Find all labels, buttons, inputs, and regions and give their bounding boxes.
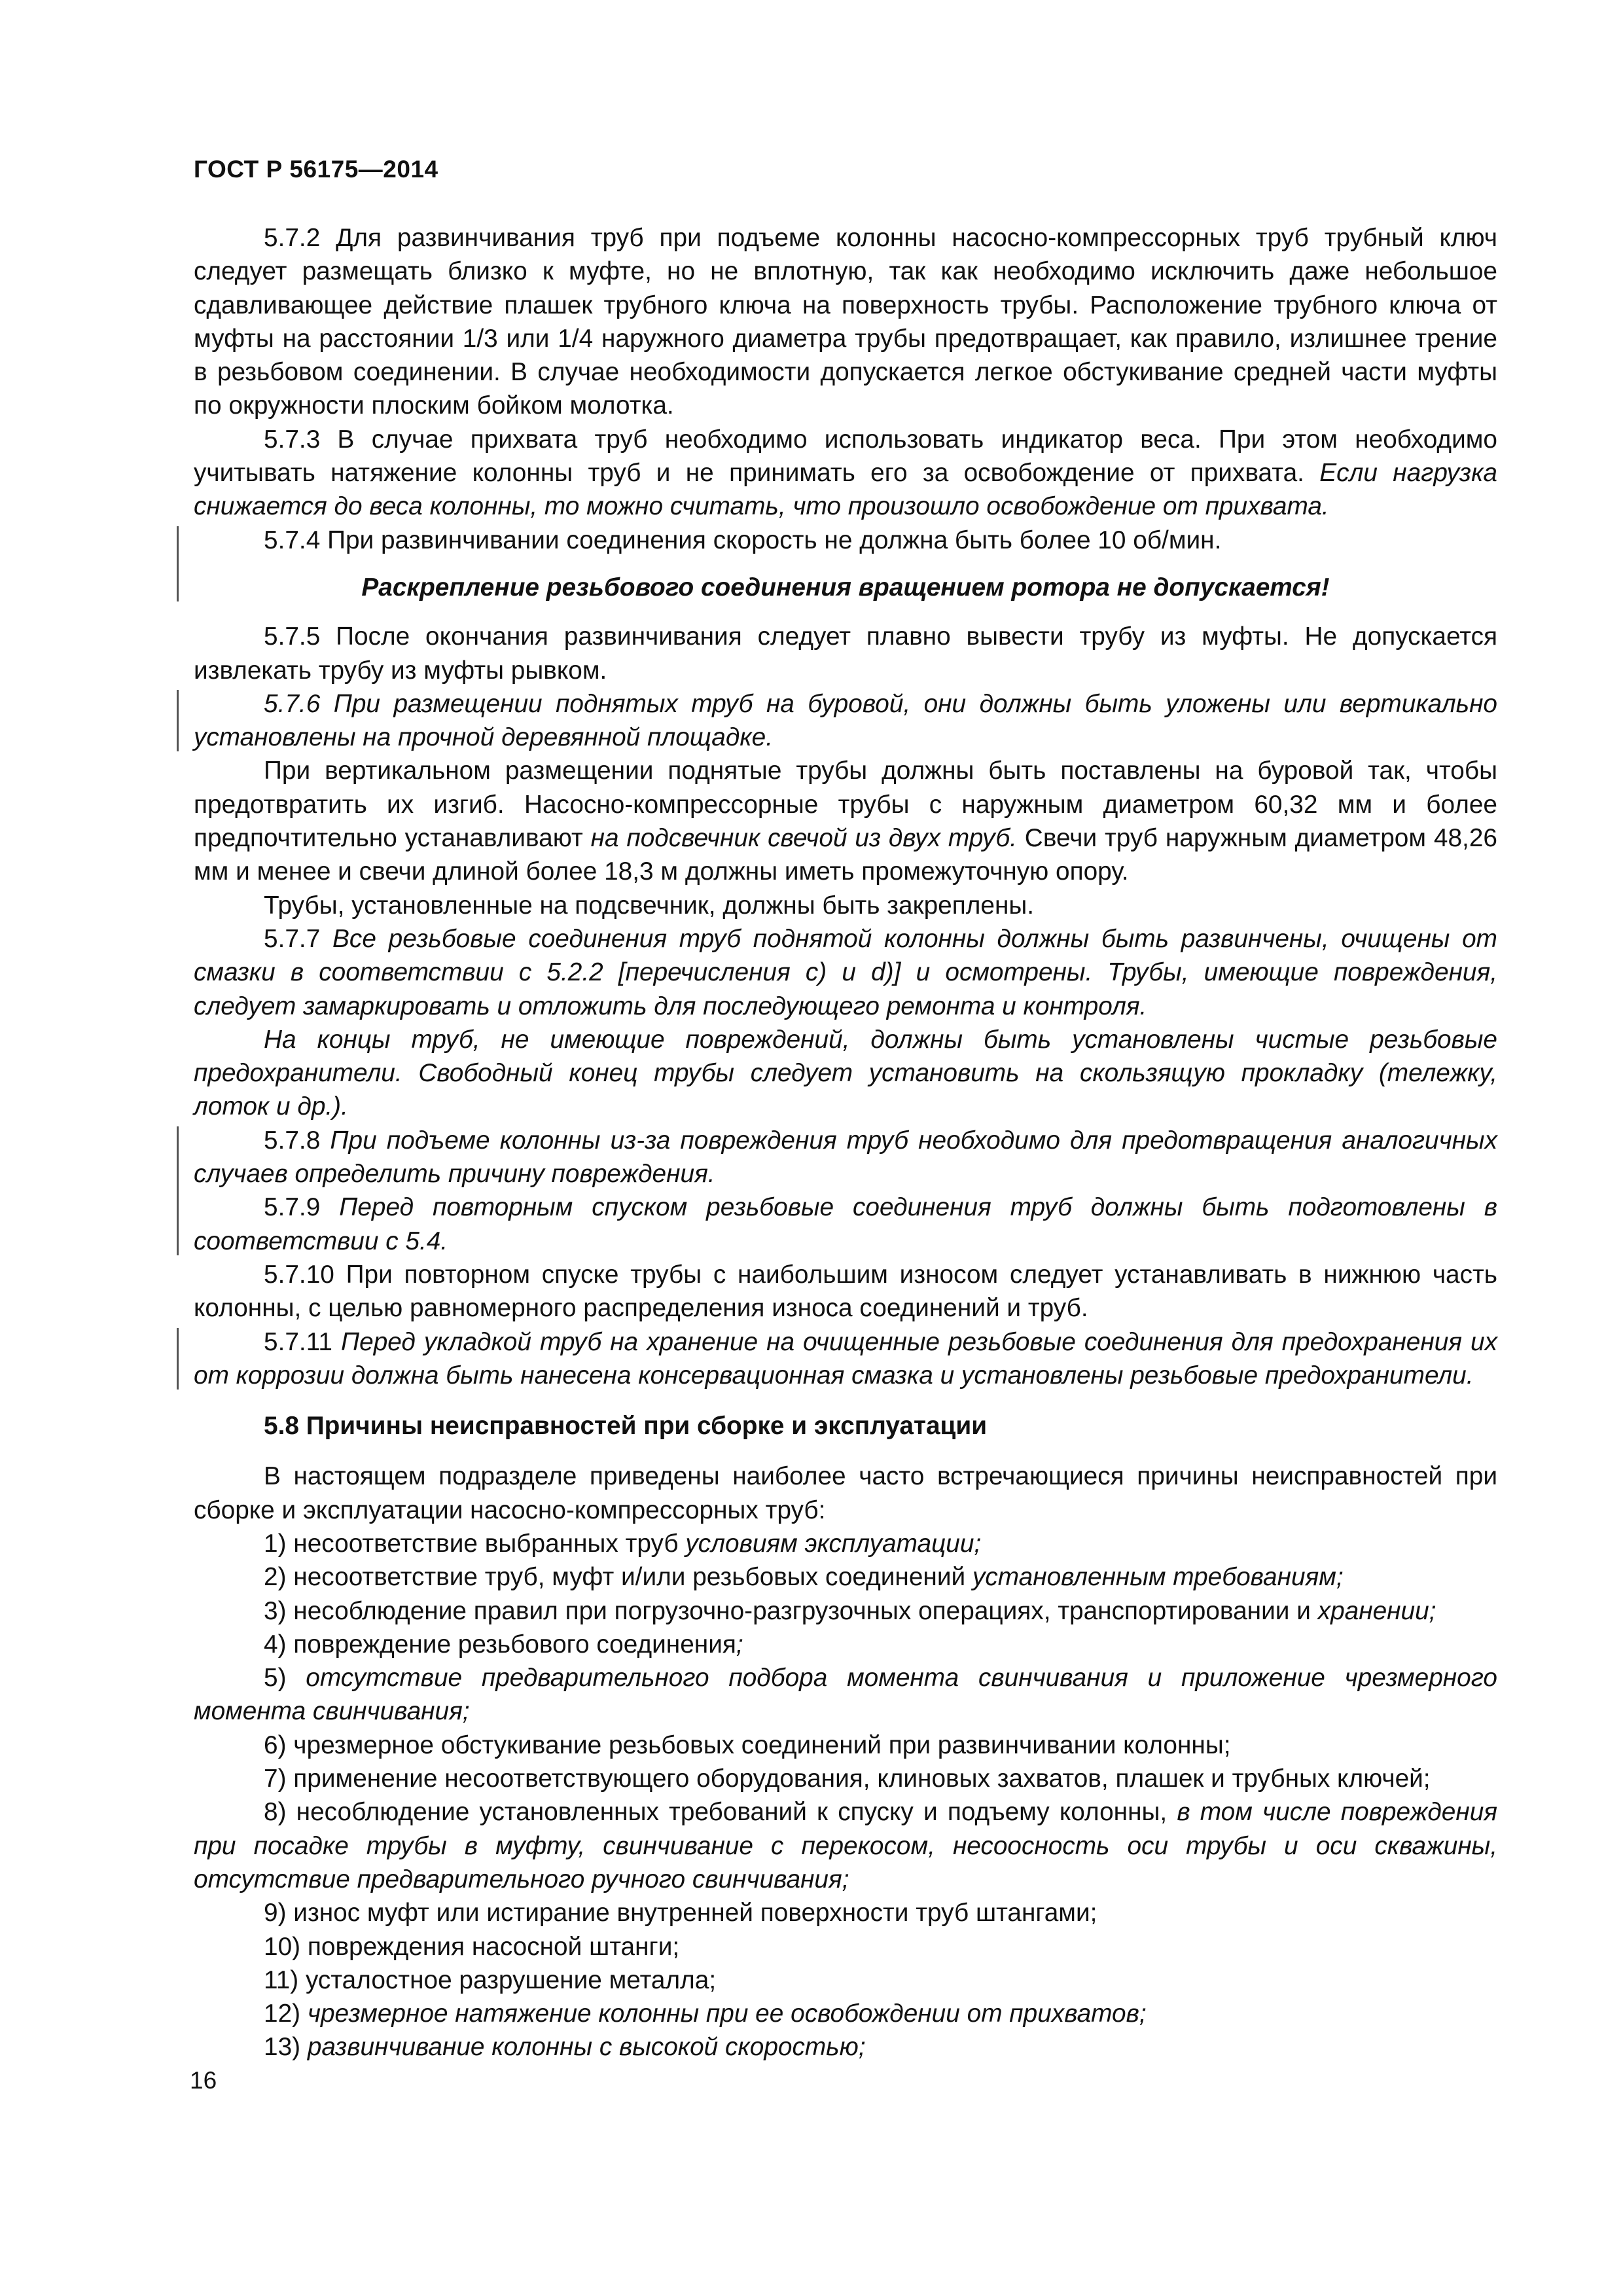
paragraph-italic-text: Если нагрузка снижается до веса колонны, то можно считать, что произошло освобождение от прихвата.	[194, 459, 1497, 521]
paragraph-thread-protectors: На концы труб, не имеющие повреждений, должны быть установлены чистые резьбовые предохранители. Свободный конец трубы следует установить на скользящую прокладку (тележку, лоток и др.).	[194, 1025, 1497, 1121]
paragraph-text: При вертикальном размещении поднятые трубы должны быть поставлены на буровой так, чтобы предотвратить их изгиб. Насосно-компрессорные трубы с наружным диаметром 60,32 мм и более предпочтительно устанавливают	[194, 757, 1497, 853]
paragraph-italic-text: на подсвечник свечой из двух труб.	[590, 824, 1017, 853]
list-item	[194, 1594, 1497, 1628]
list-item: 9) износ муфт или истирание внутренней поверхности труб штангами;	[264, 1899, 1097, 1928]
paragraph-5-8-intro: В настоящем подразделе приведены наиболее часто встречающиеся причины неисправностей при сборке и эксплуатации насосно-компрессорных труб:	[194, 1462, 1497, 1524]
list-item: 6) чрезмерное обстукивание резьбовых соединений при развинчивании колонны;	[264, 1731, 1231, 1759]
list-item	[194, 1527, 1497, 1560]
paragraph-number: 5.7.9	[264, 1193, 340, 1222]
list-item	[194, 1560, 1497, 1594]
list-item: 11) усталостное разрушение металла;	[264, 1965, 717, 1994]
list-item-italic: установленным требованиям;	[972, 1563, 1344, 1592]
list-item-text: 4) повреждение резьбового соединения	[264, 1630, 736, 1659]
paragraph-text: Свечи труб наружным диаметром 48,26 мм и менее и свечи длиной более 18,3 м должны иметь промежуточную опору.	[194, 824, 1497, 886]
document-body	[194, 221, 1497, 2064]
paragraph-text: 5.7.3 В случае прихвата труб необходимо использовать индикатор веса. При этом необходимо учитывать натяжение колонны труб и не принимать его за освобождение от прихвата.	[194, 425, 1497, 488]
list-item	[194, 1628, 1497, 1661]
paragraph-number: 5.7.7	[264, 924, 333, 953]
list-item-text: 5)	[264, 1664, 306, 1693]
list-item	[194, 1661, 1497, 1729]
paragraph-vertical-placement	[194, 754, 1497, 888]
paragraph-italic-text: Все резьбовые соединения труб поднятой колонны должны быть развинчены, очищены от смазки в соответствии с 5.2.2 [перечисления с) и d)] и осмотрены. Трубы, имеющие повреждения, следует замаркировать и отложить для последующего ремонта и контроля.	[194, 924, 1497, 1020]
list-item-italic: условиям эксплуатации;	[685, 1529, 982, 1558]
paragraph-italic-text: Перед укладкой труб на хранение на очищенные резьбовые соединения для предохранения их от коррозии должна быть нанесена консервационная смазка и установлены резьбовые предохранители.	[194, 1327, 1498, 1390]
paragraph-5-7-5: 5.7.5 После окончания развинчивания следует плавно вывести трубу из муфты. Не допускается извлекать трубу из муфты рывком.	[194, 622, 1497, 685]
document-header: ГОСТ Р 56175—2014	[194, 156, 438, 183]
list-item-italic: в том числе повреждения при посадке трубы в муфту, свинчивание с перекосом, несоосность оси трубы и оси скважины, отсутствие предварительного ручного свинчивания;	[194, 1798, 1497, 1893]
paragraph-number: 5.7.8	[264, 1126, 330, 1155]
warning-note: Раскрепление резьбового соединения вращением ротора не допускается!	[361, 573, 1330, 601]
paragraph-5-7-2: 5.7.2 Для развинчивания труб при подъеме колонны насосно-компрессорных труб трубный ключ следует размещать близко к муфте, но не вплотную, так как необходимо исключить даже небольшое сдавливающее действие плашек трубного ключа на поверхность трубы. Расположение трубного ключа от муфты на расстоянии 1/3 или 1/4 наружного диаметра трубы предотвращает, как правило, излишнее трение в резьбовом соединении. В случае необходимости допускается легкое обстукивание средней части муфты по окружности плоским бойком молотка.	[194, 224, 1497, 420]
list-item-italic: чрезмерное натяжение колонны при ее освобождении от прихватов;	[307, 2000, 1147, 2028]
list-item-text: 8) несоблюдение установленных требований к спуску и подъему колонны,	[264, 1798, 1177, 1827]
list-item-text: 13)	[264, 2033, 308, 2062]
list-item-text: 1) несоответствие выбранных труб	[264, 1529, 686, 1558]
paragraph-pipes-fixed: Трубы, установленные на подсвечник, должны быть закреплены.	[264, 891, 1035, 920]
paragraph-5-7-7	[194, 922, 1497, 1023]
paragraph-italic-text: Перед повторным спуском резьбовые соединения труб должны быть подготовлены в соответствии с 5.4.	[194, 1193, 1497, 1255]
paragraph-5-7-4: 5.7.4 При развинчивании соединения скорость не должна быть более 10 об/мин.	[264, 526, 1222, 554]
change-bar-block	[194, 524, 1497, 605]
paragraph-5-7-9	[194, 1191, 1497, 1258]
section-heading-5-8: 5.8 Причины неисправностей при сборке и эксплуатации	[264, 1412, 988, 1441]
paragraph-5-7-6: 5.7.6 При размещении поднятых труб на буровой, они должны быть уложены или вертикально установлены на прочной деревянной площадке.	[194, 687, 1497, 755]
paragraph-5-7-8	[194, 1124, 1497, 1191]
list-item	[194, 1795, 1497, 1896]
list-item	[194, 1997, 1497, 2030]
list-item-italic: отсутствие предварительного подбора момента свинчивания и приложение чрезмерного момента свинчивания;	[194, 1664, 1497, 1726]
list-item-text: 3) несоблюдение правил при погрузочно-разгрузочных операциях, транспортировании и	[264, 1596, 1318, 1625]
paragraph-5-7-3	[194, 423, 1497, 524]
page-number: 16	[190, 2067, 217, 2094]
list-item: 10) повреждения насосной штанги;	[264, 1932, 680, 1961]
list-item-italic: развинчивание колонны с высокой скоростью;	[307, 2033, 866, 2062]
list-item-text: 2) несоответствие труб, муфт и/или резьбовых соединений	[264, 1563, 972, 1592]
paragraph-5-7-10: 5.7.10 При повторном спуске трубы с наибольшим износом следует устанавливать в нижнюю часть колонны, с целью равномерного распределения износа соединений и труб.	[194, 1260, 1497, 1323]
paragraph-number: 5.7.11	[264, 1327, 341, 1356]
paragraph-5-7-11	[194, 1325, 1497, 1393]
list-item: 7) применение несоответствующего оборудования, клиновых захватов, плашек и трубных ключей;	[264, 1765, 1431, 1793]
list-item-text: 12)	[264, 2000, 308, 2028]
list-item-italic: ;	[736, 1630, 743, 1659]
list-item-italic: хранении;	[1317, 1596, 1436, 1625]
paragraph-italic-text: При подъеме колонны из-за повреждения труб необходимо для предотвращения аналогичных случаев определить причину повреждения.	[194, 1126, 1498, 1189]
change-bar-block	[194, 1124, 1497, 1258]
list-item	[194, 2030, 1497, 2064]
